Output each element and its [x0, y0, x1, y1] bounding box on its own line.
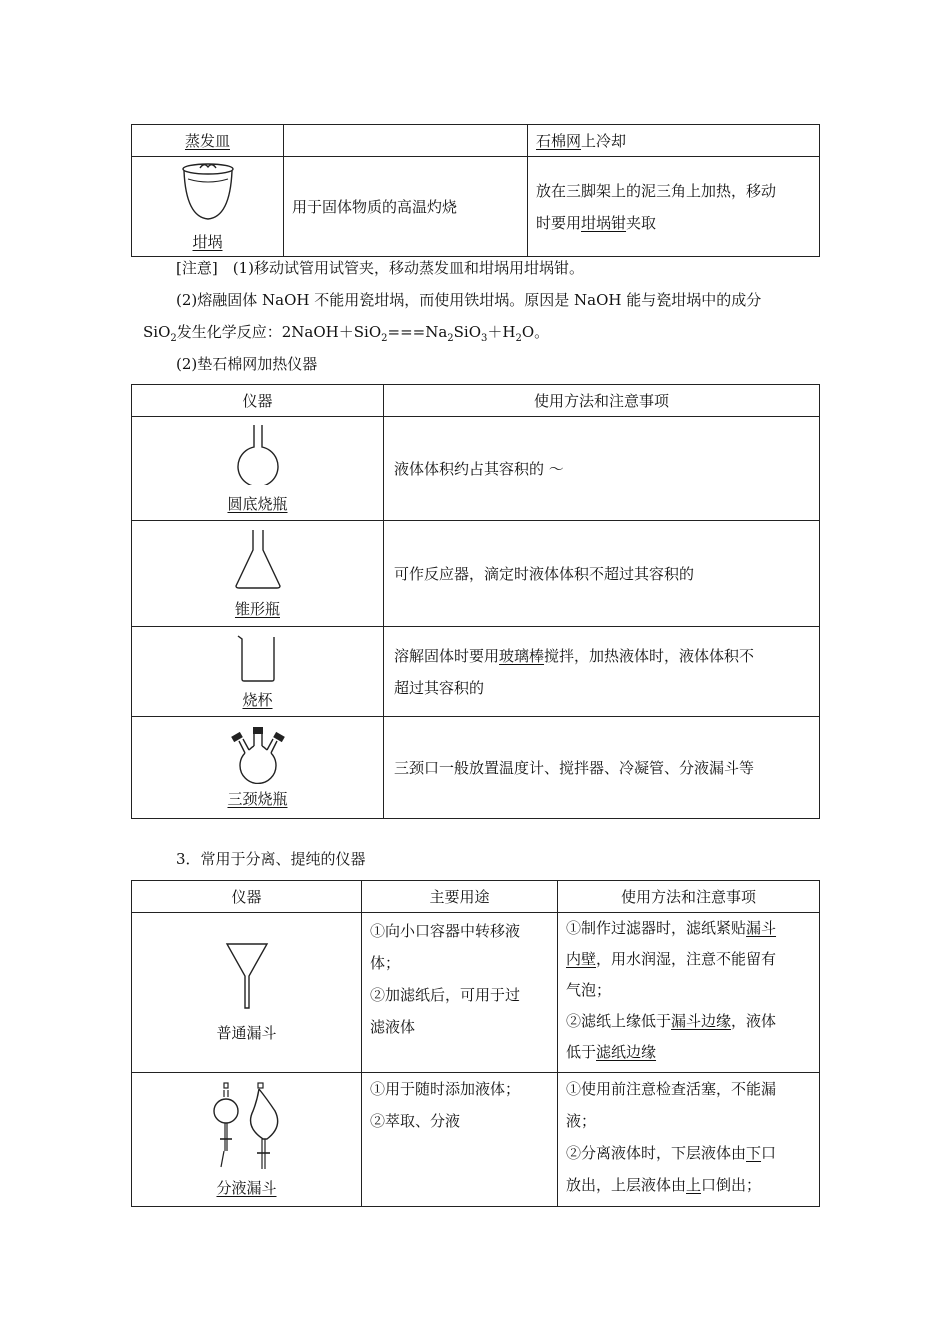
separatory-funnel-method: ①使用前注意检查活塞，不能漏 液； ②分离液体时，下层液体由下口 放出，上层液体由上口倒出；: [558, 1073, 820, 1207]
three-neck-flask-name: 三颈烧瓶: [227, 790, 288, 808]
crucible-method: 放在三脚架上的泥三角上加热，移动 时要用坩埚钳夹取: [528, 157, 820, 257]
section-3-heading: 3．常用于分离、提纯的仪器: [176, 850, 366, 868]
funnel-use: ①向小口容器中转移液 体； ②加滤纸后，可用于过 滤液体: [362, 913, 558, 1073]
erlenmeyer-cell: [132, 521, 384, 627]
beaker-method: 溶解固体时要用玻璃棒搅拌，加热液体时，液体体积不 超过其容积的: [384, 627, 820, 717]
round-flask-name: 圆底烧瓶: [227, 495, 288, 513]
funnel-name: 普通漏斗: [216, 1024, 277, 1042]
separatory-funnel-icon: [207, 1081, 287, 1173]
crucible-use: 用于固体物质的高温灼烧: [284, 157, 528, 257]
funnel-icon: [225, 942, 269, 1012]
funnel-method: ①制作过滤器时，滤纸紧贴漏斗 内壁，用水润湿，注意不能留有 气泡； ②滤纸上缘低于漏斗边缘，液体 低于滤纸边缘: [558, 913, 820, 1073]
evaporating-dish-use: [284, 125, 528, 157]
round-bottom-flask-icon: [233, 423, 283, 485]
crucible-name: 坩埚: [192, 233, 223, 251]
three-neck-flask-method: 三颈口一般放置温度计、搅拌器、冷凝管、分液漏斗等: [384, 717, 820, 819]
header-method: 使用方法和注意事项: [384, 385, 820, 417]
beaker-icon: [236, 633, 280, 683]
separatory-funnel-use: ①用于随时添加液体； ②萃取、分液: [362, 1073, 558, 1207]
erlenmeyer-flask-icon: [233, 528, 283, 590]
separatory-funnel-name: 分液漏斗: [216, 1179, 277, 1197]
crucible-cell: [132, 157, 284, 257]
evaporating-dish-method: 石棉网上冷却: [528, 125, 820, 157]
note-1: [注意] (1)移动试管用试管夹，移动蒸发皿和坩埚用坩埚钳。: [176, 259, 584, 277]
evaporating-dish-cell: [132, 125, 284, 157]
separatory-funnel-cell: [132, 1073, 362, 1207]
crucible-table: [131, 124, 820, 257]
header-method-3: 使用方法和注意事项: [558, 881, 820, 913]
note-2: (2)熔融固体 NaOH 不能用瓷坩埚，而使用铁坩埚。原因是 NaOH 能与瓷坩埚中的成分: [176, 291, 762, 309]
funnel-cell: [132, 913, 362, 1073]
three-neck-flask-icon: [228, 726, 288, 784]
beaker-name: 烧杯: [242, 691, 273, 709]
erlenmeyer-method: 可作反应器，滴定时液体体积不超过其容积的: [384, 521, 820, 627]
round-flask-method: 液体体积约占其容积的 ～: [384, 417, 820, 521]
erlenmeyer-name: 锥形瓶: [234, 600, 280, 618]
three-neck-flask-cell: [132, 717, 384, 819]
asbestos-heating-table: [131, 384, 820, 819]
section-heading-asbestos-heating: (2)垫石棉网加热仪器: [176, 355, 318, 373]
evaporating-dish-name: 蒸发皿: [184, 132, 230, 150]
round-flask-cell: [132, 417, 384, 521]
crucible-icon: [180, 161, 236, 223]
header-instrument: 仪器: [132, 385, 384, 417]
note-3: SiO$_2$发生化学反应：$2NaOH+SiO_2===Na_2SiO_3+H_2O$。: [143, 323, 550, 344]
header-instrument-3: 仪器: [132, 881, 362, 913]
beaker-cell: [132, 627, 384, 717]
header-use-3: 主要用途: [362, 881, 558, 913]
separation-table: [131, 880, 820, 1207]
